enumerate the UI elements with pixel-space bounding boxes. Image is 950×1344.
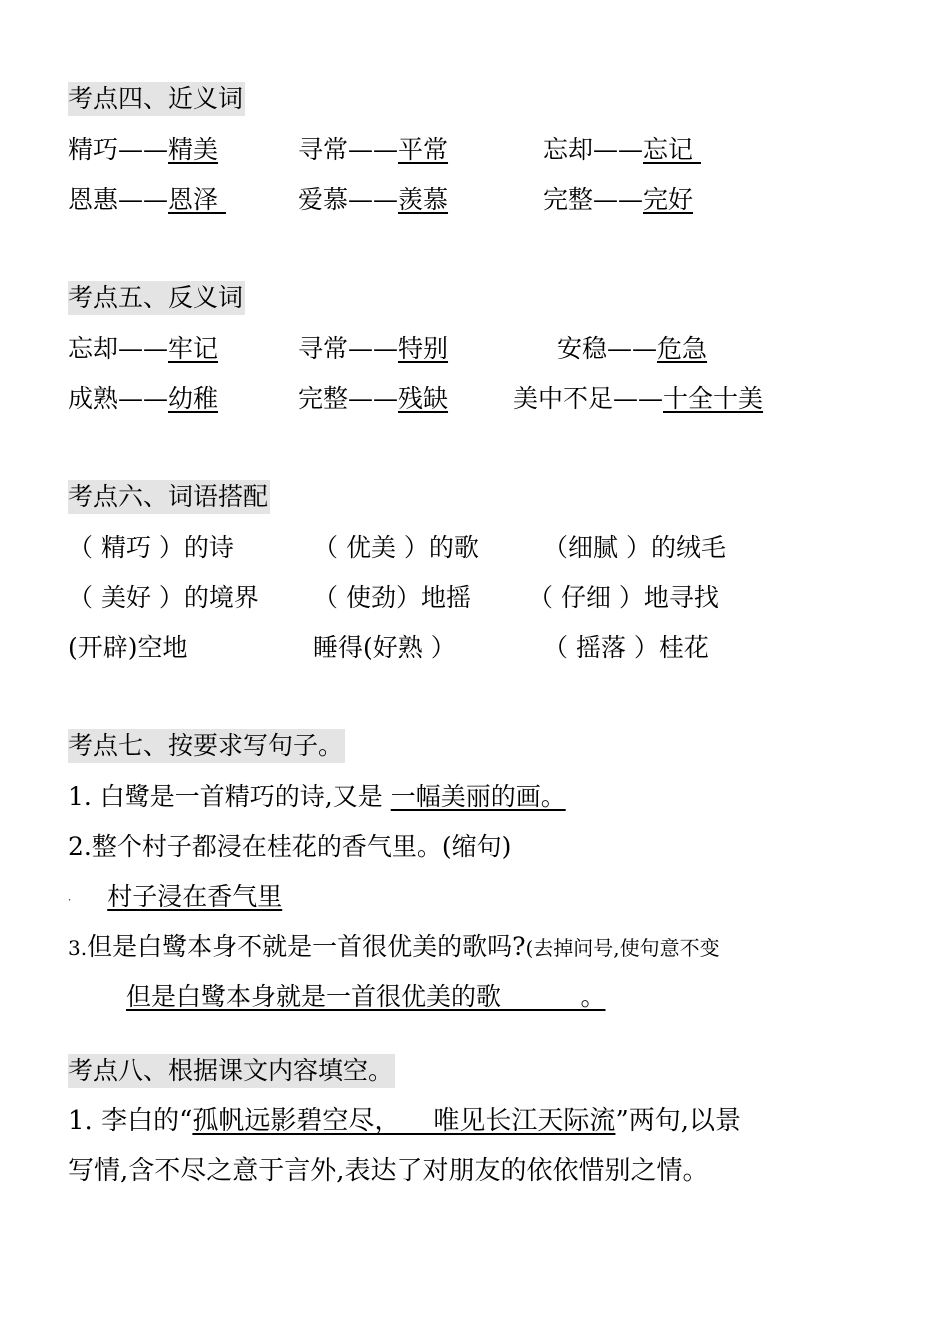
- antonym-pair: 安稳——危急: [557, 334, 708, 363]
- collocation-item: （细腻 ）的绒毛: [543, 533, 726, 562]
- antonym-answer: 牢记: [168, 334, 219, 363]
- collocation-item: （ 摇落 ）桂花: [543, 633, 709, 662]
- synonym-pair: 完整——完好: [543, 185, 694, 214]
- antonym-answer: 十全十美: [663, 384, 764, 413]
- collocation-item: （ 美好 ）的境界: [68, 583, 259, 612]
- synonym-pair: 寻常——平常: [298, 135, 449, 164]
- section-6-heading: 考点六、词语搭配: [68, 480, 270, 514]
- synonym-answer: 平常: [398, 135, 449, 164]
- synonym-pair: 精巧——精美: [68, 135, 219, 164]
- section-8-heading: 考点八、根据课文内容填空。: [68, 1054, 395, 1088]
- section-4-heading: 考点四、近义词: [68, 82, 245, 116]
- section-5-heading: 考点五、反义词: [68, 281, 245, 315]
- collocation-item: （ 仔细 ）地寻找: [528, 583, 719, 612]
- antonym-pair: 寻常——特别: [298, 334, 449, 363]
- antonym-answer: 幼稚: [168, 384, 219, 413]
- antonym-answer: 特别: [398, 334, 449, 363]
- antonym-answer: 残缺: [398, 384, 449, 413]
- antonym-pair: 完整——残缺: [298, 384, 449, 413]
- synonym-pair: 爱慕——羡慕: [298, 185, 449, 214]
- collocation-item: （ 使劲）地摇: [313, 583, 471, 612]
- sentence-q2-answer: 村子浸在香气里: [107, 882, 283, 911]
- section-7-heading: 考点七、按要求写句子。: [68, 729, 345, 763]
- antonym-pair: 成熟——幼稚: [68, 384, 219, 413]
- antonym-pair: 美中不足——十全十美: [513, 384, 764, 413]
- collocation-item: (开辟)空地: [68, 633, 188, 662]
- sentence-q2-answer-line: [68, 879, 282, 915]
- sentence-q3-instruction: (去掉问号,使句意不变: [525, 936, 720, 960]
- sentence-q3-answer-line: [126, 979, 605, 1015]
- sentence-q3-answer: 但是白鹭本身就是一首很优美的歌 。: [126, 982, 606, 1011]
- fill-q1-answer: 孤帆远影碧空尽， 唯见长江天际流: [192, 1106, 616, 1136]
- collocation-item: （ 优美 ）的歌: [313, 533, 479, 562]
- sentence-q3: 3.但是白鹭本身不就是一首很优美的歌吗?(去掉问号,使句意不变: [68, 932, 720, 961]
- synonym-answer: 忘记: [643, 135, 701, 164]
- synonym-answer: 羡慕: [398, 185, 449, 214]
- collocation-item: （ 精巧 ）的诗: [68, 533, 234, 562]
- synonym-pair: 恩惠——恩泽: [68, 185, 226, 214]
- antonym-pair: 忘却——牢记: [68, 334, 219, 363]
- fill-q1-line-2: 写情,含不尽之意于言外,表达了对朋友的依依惜别之情。: [68, 1156, 709, 1186]
- synonym-pair: 忘却——忘记: [543, 135, 701, 164]
- bullet-dot: .: [68, 892, 72, 904]
- synonym-answer: 完好: [643, 185, 694, 214]
- sentence-q1-answer: 一幅美丽的画。: [390, 782, 566, 811]
- sentence-q1: 1. 白鹭是一首精巧的诗,又是 一幅美丽的画。: [68, 782, 566, 811]
- antonym-answer: 危急: [657, 334, 708, 363]
- fill-q1-line-1: 1. 李白的“孤帆远影碧空尽， 唯见长江天际流”两句,以景: [68, 1106, 741, 1136]
- sentence-q2: 2.整个村子都浸在桂花的香气里。(缩句): [68, 832, 512, 861]
- collocation-item: 睡得(好熟 ）: [313, 633, 456, 662]
- synonym-answer: 恩泽: [168, 185, 226, 214]
- synonym-answer: 精美: [168, 135, 219, 164]
